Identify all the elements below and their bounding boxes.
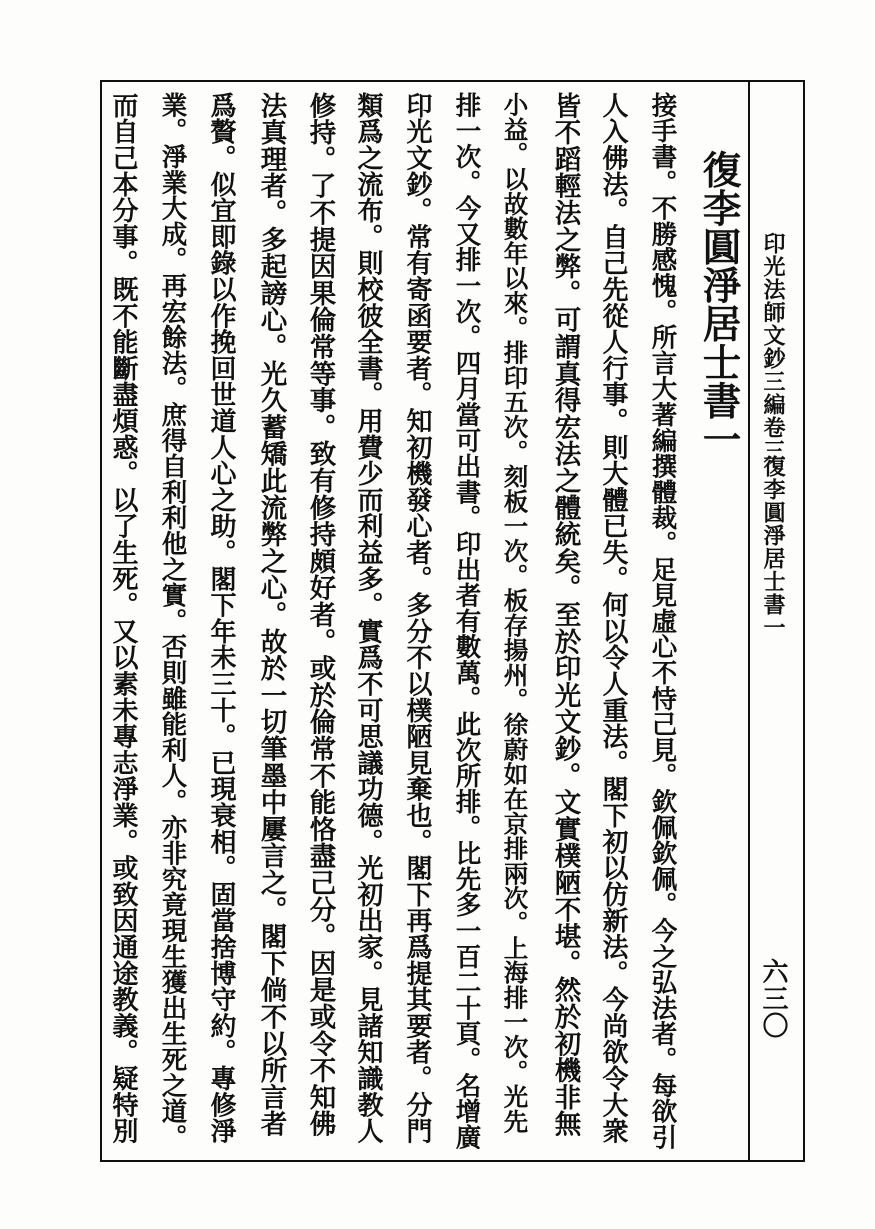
text-column-4: 小益。以故數年以來。排印五次。刻板一次。板存揚州。徐蔚如在京排兩次。上海排一次。光先	[500, 92, 530, 1134]
text-column-1: 接手書。不勝感愧。所言大著編撰體裁。足見虛心不恃己見。欽佩欽佩。今之弘法者。每欲引	[647, 92, 678, 1150]
text-column-12: 而自己本分事。既不能斷盡煩惑。以了生死。又以素未專志淨業。或致因通途教義。疑特別	[108, 92, 138, 1144]
text-column-5: 排一次。今又排一次。四月當可出書。印出者有數萬。此次所排。比先多一百二十頁。名增廣	[451, 92, 482, 1150]
frame-right-border	[803, 80, 805, 1162]
frame-top-border	[100, 80, 805, 82]
margin-section-title: 復李圓淨居士書一	[760, 455, 786, 639]
text-column-8: 修持。了不提因果倫常等事。致有修持頗好者。或於倫常不能恪盡己分。因是或令不知佛	[304, 92, 336, 1138]
text-column-2: 人入佛法。自己先從人行事。則大體已失。何以令人重法。閣下初以仿新法。今尚欲令大衆	[598, 92, 628, 1144]
frame-bottom-border	[100, 1160, 805, 1162]
text-column-10: 爲贅。似宜即錄以作挽回世道人心之助。閣下年未三十。已現衰相。固當捨博守約。專修淨	[206, 92, 236, 1144]
margin-book-title: 印光法師文鈔三編卷三	[760, 232, 786, 462]
frame-left-border	[100, 80, 102, 1162]
text-column-11: 業。淨業大成。再宏餘法。庶得自利利他之實。否則雖能利人。亦非究竟現生獲出生死之道。	[157, 92, 188, 1150]
text-column-3: 皆不蹈輕法之弊。可謂真得宏法之體統矣。至於印光文鈔。文實樸陋不堪。然於初機非無	[549, 92, 581, 1138]
text-column-9: 法真理者。多起謗心。光久蓄矯此流弊之心。故於一切筆墨中屢言之。閣下倘不以所言者	[255, 92, 287, 1138]
frame-margin-divider	[748, 80, 750, 1162]
letter-title: 復李圓淨居士書一	[696, 150, 742, 458]
page-number: 六三〇	[758, 958, 788, 1039]
text-column-7: 類爲之流布。則校彼全書。用費少而利益多。實爲不可思議功德。光初出家。見諸知識教人	[353, 92, 383, 1144]
text-column-6: 印光文鈔。常有寄函要者。知初機發心者。多分不以樸陋見棄也。閣下再爲提其要者。分門	[402, 92, 432, 1144]
